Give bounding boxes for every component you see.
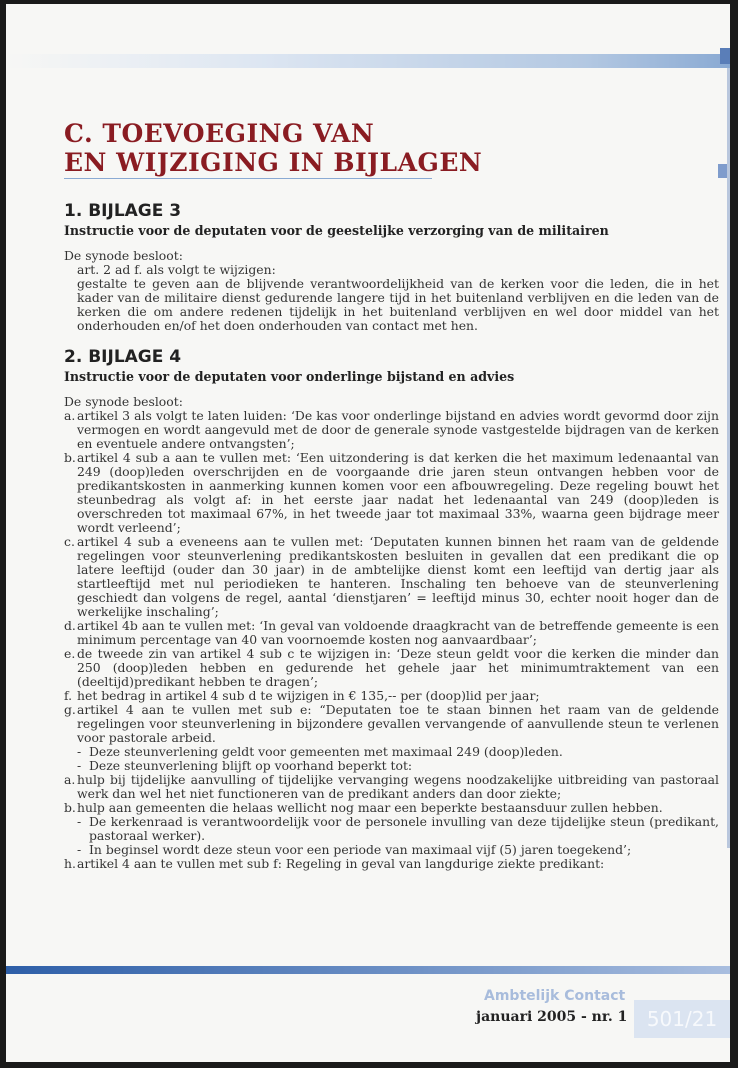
page-title bbox=[64, 119, 482, 177]
list-marker: a. bbox=[64, 408, 76, 423]
dash-list bbox=[64, 815, 719, 857]
magazine-name: Ambtelijk Contact bbox=[484, 988, 626, 1004]
list-item bbox=[64, 801, 719, 857]
page-title-line-2: EN WIJZIGING IN BIJLAGEN bbox=[64, 148, 483, 177]
page-number-badge bbox=[634, 1000, 730, 1038]
section-intro: De synode besloot: bbox=[64, 394, 183, 409]
list-marker: b. bbox=[64, 450, 76, 465]
list-item-text: hulp aan gemeenten die helaas wellicht nog maar een beperkte bestaansduur zullen hebben. bbox=[77, 800, 663, 815]
right-edge-line bbox=[727, 68, 730, 848]
list-item bbox=[64, 703, 719, 773]
section-intro: De synode besloot: bbox=[64, 248, 183, 263]
dash-item: - Deze steunverlening blijft op voorhand beperkt tot: bbox=[64, 759, 719, 773]
dash-list bbox=[64, 745, 719, 773]
page-title-line-1: C. TOEVOEGING VAN bbox=[64, 119, 375, 148]
section-heading: 2. BIJLAGE 4 bbox=[64, 347, 182, 367]
list-item-text: artikel 3 als volgt te laten luiden: ‘De kas voor onderlinge bijstand en advies wordt gevormd door zijn vermogen en wordt aangevuld met de door de generale synode vastgestelde bijdragen van de kerken en eventuele andere ontvangsten’; bbox=[77, 408, 719, 451]
list-item bbox=[64, 409, 719, 451]
list-marker: c. bbox=[64, 534, 75, 549]
section-body-text: gestalte te geven aan de blijvende verantwoordelijkheid van de kerken voor die leden, die in het kader van de militaire dienst gedurende langere tijd in het buitenland verblijven en die leden van de kerken die om andere redenen tijdelijk in het buitenland verblijven en wel door middel van het onderhouden en/of het doen onderhouden van contact met hen. bbox=[77, 276, 719, 333]
list-item-text: artikel 4 aan te vullen met sub e: “Deputaten toe te staan binnen het raam van de geldende regelingen voor steunverlening in bijzondere gevallen vervangende of aanvullende steun te verlenen voor pastorale arbeid. bbox=[77, 702, 719, 745]
list-marker: d. bbox=[64, 618, 76, 633]
amendment-list bbox=[64, 409, 719, 871]
list-item-text: artikel 4 sub a aan te vullen met: ‘Een uitzondering is dat kerken die het maximum ledenaantal van 249 (doop)leden overschrijden en de voorgaande drie jaren steun ontvangen hebben voor de predikantskosten in aanmerking kunnen komen voor een afbouwregeling. Deze regeling bouwt het steunbedrag als volgt af: in het eerste jaar nadat het ledenaantal van 249 (doop)leden is overschreden tot maximaal 67%, in het tweede jaar tot maximaal 33%, waarna geen bijdrage meer wordt verleend’; bbox=[77, 450, 719, 535]
list-item bbox=[64, 857, 719, 871]
section-bijlage-3 bbox=[64, 201, 719, 333]
list-item-text: het bedrag in artikel 4 sub d te wijzigen in € 135,-- per (doop)lid per jaar; bbox=[77, 688, 540, 703]
list-item-text: de tweede zin van artikel 4 sub c te wijzigen in: ‘Deze steun geldt voor die kerken die minder dan 250 (doop)leden hebben en gedurende het gehele jaar het minimumtraktement van een (deeltijd)predikant hebben te dragen’; bbox=[77, 646, 719, 689]
dash-item: - Deze steunverlening geldt voor gemeenten met maximaal 249 (doop)leden. bbox=[64, 745, 719, 759]
list-item bbox=[64, 451, 719, 535]
list-marker: g. bbox=[64, 702, 76, 717]
main-content bbox=[64, 201, 719, 871]
document-page bbox=[6, 4, 730, 1062]
section-subheading: Instructie voor de deputaten voor onderlinge bijstand en advies bbox=[64, 369, 515, 384]
issue-label: januari 2005 - nr. 1 bbox=[476, 1009, 628, 1025]
list-item bbox=[64, 689, 719, 703]
section-lead: art. 2 ad f. als volgt te wijzigen: bbox=[77, 262, 276, 277]
title-underline bbox=[64, 178, 432, 179]
list-item-text: artikel 4 sub a eveneens aan te vullen met: ‘Deputaten kunnen binnen het raam van de geldende regelingen voor steunverlening predikantskosten besluiten in gevallen dat een predikant die op latere leeftijd (ouder dan 30 jaar) in de ambtelijke dienst komt een leeftijd van dertig jaar als startleeftijd met nul periodieken te hanteren. Inschaling ten behoeve van de steunverlening geschiedt dan volgens de regel, aantal ‘dienstjaren’ = leeftijd minus 30, echter nooit hoger dan de werkelijke inschaling’; bbox=[77, 534, 719, 619]
list-marker: h. bbox=[64, 856, 76, 871]
list-marker: e. bbox=[64, 646, 76, 661]
list-marker: a. bbox=[64, 772, 76, 787]
edge-marker-top bbox=[720, 48, 730, 64]
list-item-text: hulp bij tijdelijke aanvulling of tijdelijke vervanging wegens noodzakelijke uitbreiding van pastoraal werk dan wel het niet functioneren van de predikant anders dan door ziekte; bbox=[77, 772, 719, 801]
top-decorative-bar bbox=[6, 54, 730, 68]
list-item bbox=[64, 647, 719, 689]
dash-item: - In beginsel wordt deze steun voor een periode van maximaal vijf (5) jaren toegekend’; bbox=[64, 843, 719, 857]
list-item bbox=[64, 535, 719, 619]
list-marker: b. bbox=[64, 800, 76, 815]
page-number: 501/21 bbox=[646, 1007, 718, 1031]
list-item bbox=[64, 773, 719, 801]
section-bijlage-4 bbox=[64, 347, 719, 871]
section-heading: 1. BIJLAGE 3 bbox=[64, 201, 182, 221]
list-item bbox=[64, 619, 719, 647]
list-marker: f. bbox=[64, 688, 73, 703]
list-item-text: artikel 4b aan te vullen met: ‘In geval van voldoende draagkracht van de betreffende gemeente is een minimum percentage van 40 van voornoemde kosten nog aanvaardbaar’; bbox=[77, 618, 719, 647]
section-subheading: Instructie voor de deputaten voor de geestelijke verzorging van de militairen bbox=[64, 223, 609, 238]
dash-item: - De kerkenraad is verantwoordelijk voor de personele invulling van deze tijdelijke steun (predikant, pastoraal werker). bbox=[64, 815, 719, 843]
bottom-decorative-bar bbox=[6, 966, 730, 974]
list-item-text: artikel 4 aan te vullen met sub f: Regeling in geval van langdurige ziekte predikant: bbox=[77, 856, 605, 871]
